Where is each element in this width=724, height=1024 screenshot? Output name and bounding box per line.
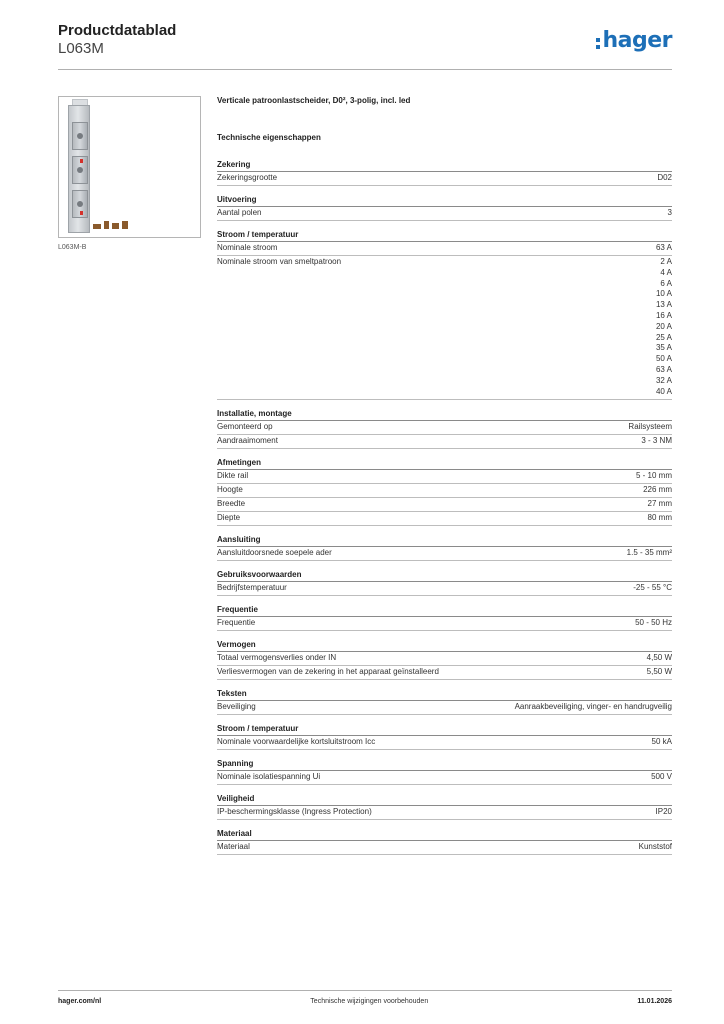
spec-section xyxy=(217,759,672,785)
spec-value: 50 - 50 Hz xyxy=(635,618,672,628)
spec-value: 3 - 3 NM xyxy=(641,436,672,446)
section-title: Zekering xyxy=(217,160,672,172)
spec-value: 2 A xyxy=(660,257,672,266)
spec-label: Aantal polen xyxy=(217,208,262,217)
spec-label: Zekeringsgrootte xyxy=(217,173,278,182)
spec-value: 500 V xyxy=(651,772,672,782)
spec-section xyxy=(217,409,672,449)
spec-label: Nominale isolatiespanning Ui xyxy=(217,772,321,782)
spec-value-list xyxy=(656,257,672,397)
section-title: Gebruiksvoorwaarden xyxy=(217,570,672,582)
spec-label: Gemonteerd op xyxy=(217,422,273,432)
spec-label: Verliesvermogen van de zekering in het apparaat geïnstalleerd xyxy=(217,667,439,677)
spec-label: Hoogte xyxy=(217,485,243,495)
spec-row xyxy=(217,701,672,715)
spec-section xyxy=(217,829,672,855)
footer-notice: Technische wijzigingen voorbehouden xyxy=(310,998,429,1005)
product-image xyxy=(58,96,201,238)
product-description: Verticale patroonlastscheider, D0², 3-polig, incl. led xyxy=(217,96,411,105)
spec-label: IP-beschermingsklasse (Ingress Protection) xyxy=(217,807,372,817)
spec-label: Aansluitdoorsnede soepele ader xyxy=(217,548,332,558)
section-title: Spanning xyxy=(217,759,672,771)
spec-value: Railsysteem xyxy=(628,422,672,432)
spec-row xyxy=(217,666,672,680)
spec-value: D02 xyxy=(657,173,672,182)
logo-mark-icon xyxy=(596,38,600,49)
section-title: Materiaal xyxy=(217,829,672,841)
spec-label: Bedrijfstemperatuur xyxy=(217,583,287,593)
section-title: Stroom / temperatuur xyxy=(217,724,672,736)
document-title: Productdatablad xyxy=(58,22,177,39)
spec-row xyxy=(217,617,672,631)
spec-value: 5 - 10 mm xyxy=(635,471,672,481)
spec-value: 10 A xyxy=(655,289,672,299)
image-caption: L063M-B xyxy=(58,244,87,251)
spec-value: 27 mm xyxy=(647,499,672,509)
spec-section xyxy=(217,724,672,750)
section-title: Veiligheid xyxy=(217,794,672,806)
spec-row xyxy=(217,498,672,512)
section-title: Afmetingen xyxy=(217,458,672,470)
spec-row xyxy=(217,421,672,435)
spec-value: 226 mm xyxy=(643,485,672,495)
spec-value: 5,50 W xyxy=(646,667,672,677)
spec-row xyxy=(217,771,672,785)
spec-value: Kunststof xyxy=(638,842,672,852)
spec-value: 16 A xyxy=(655,310,672,320)
spec-value: 3 xyxy=(667,208,672,217)
spec-value: 25 A xyxy=(655,332,672,342)
spec-label: Beveiliging xyxy=(217,702,256,712)
spec-label: Nominale voorwaardelijke kortsluitstroom Icc xyxy=(217,737,376,747)
tech-heading: Technische eigenschappen xyxy=(217,133,321,142)
spec-value: 6 A xyxy=(660,278,672,288)
spec-row xyxy=(217,435,672,449)
spec-label: Frequentie xyxy=(217,618,256,628)
spec-value: 4,50 W xyxy=(646,653,672,663)
spec-label: Dikte rail xyxy=(217,471,249,481)
spec-row xyxy=(217,736,672,750)
spec-row xyxy=(217,172,672,186)
footer-website: hager.com/nl xyxy=(58,998,102,1005)
spec-section xyxy=(217,640,672,680)
spec-section xyxy=(217,195,672,221)
footer-date: 11.01.2026 xyxy=(637,998,672,1005)
spec-row xyxy=(217,806,672,820)
spec-row xyxy=(217,512,672,526)
spec-row xyxy=(217,484,672,498)
spec-row xyxy=(217,547,672,561)
spec-value: 63 A xyxy=(655,364,672,374)
spec-section xyxy=(217,160,672,186)
spec-value: 50 kA xyxy=(651,737,672,747)
spec-label: Nominale stroom xyxy=(217,243,278,252)
spec-value: 13 A xyxy=(655,300,672,310)
fuse-switch-disconnector-picture xyxy=(65,99,93,235)
section-title: Teksten xyxy=(217,689,672,701)
spec-label: Materiaal xyxy=(217,842,250,852)
spec-value: 63 A xyxy=(655,243,672,252)
spec-label: Aandraaimoment xyxy=(217,436,278,446)
logo-text: hager xyxy=(602,28,672,53)
page-header xyxy=(58,22,672,70)
accessory-parts-picture xyxy=(93,221,128,229)
page-footer xyxy=(58,990,672,1005)
section-title: Aansluiting xyxy=(217,535,672,547)
spec-section xyxy=(217,605,672,631)
product-code: L063M xyxy=(58,40,104,57)
spec-label: Totaal vermogensverlies onder IN xyxy=(217,653,337,663)
section-title: Uitvoering xyxy=(217,195,672,207)
spec-section xyxy=(217,794,672,820)
spec-section xyxy=(217,535,672,561)
spec-value: 80 mm xyxy=(647,513,672,523)
spec-value: 20 A xyxy=(655,321,672,331)
spec-value: 1.5 - 35 mm² xyxy=(626,548,672,558)
spec-value: 35 A xyxy=(655,343,672,353)
spec-section xyxy=(217,458,672,526)
spec-row xyxy=(217,841,672,855)
spec-label: Nominale stroom van smeltpatroon xyxy=(217,257,342,266)
spec-label: Breedte xyxy=(217,499,246,509)
spec-section xyxy=(217,230,672,400)
section-title: Frequentie xyxy=(217,605,672,617)
spec-value: 4 A xyxy=(660,267,672,277)
spec-value: -25 - 55 °C xyxy=(633,583,672,593)
spec-sections xyxy=(217,160,672,855)
spec-row xyxy=(217,582,672,596)
spec-row xyxy=(217,242,672,256)
spec-value: 40 A xyxy=(655,386,672,396)
spec-row xyxy=(217,256,672,400)
spec-value: 50 A xyxy=(655,354,672,364)
spec-section xyxy=(217,570,672,596)
spec-value: Aanraakbeveiliging, vinger- en handrugveilig xyxy=(514,702,672,712)
section-title: Stroom / temperatuur xyxy=(217,230,672,242)
spec-row xyxy=(217,207,672,221)
hager-logo xyxy=(596,28,672,54)
section-title: Installatie, montage xyxy=(217,409,672,421)
spec-value: 32 A xyxy=(655,375,672,385)
spec-label: Diepte xyxy=(217,513,241,523)
spec-row xyxy=(217,652,672,666)
section-title: Vermogen xyxy=(217,640,672,652)
spec-value: IP20 xyxy=(655,807,672,817)
spec-row xyxy=(217,470,672,484)
spec-content xyxy=(217,96,672,864)
spec-section xyxy=(217,689,672,715)
